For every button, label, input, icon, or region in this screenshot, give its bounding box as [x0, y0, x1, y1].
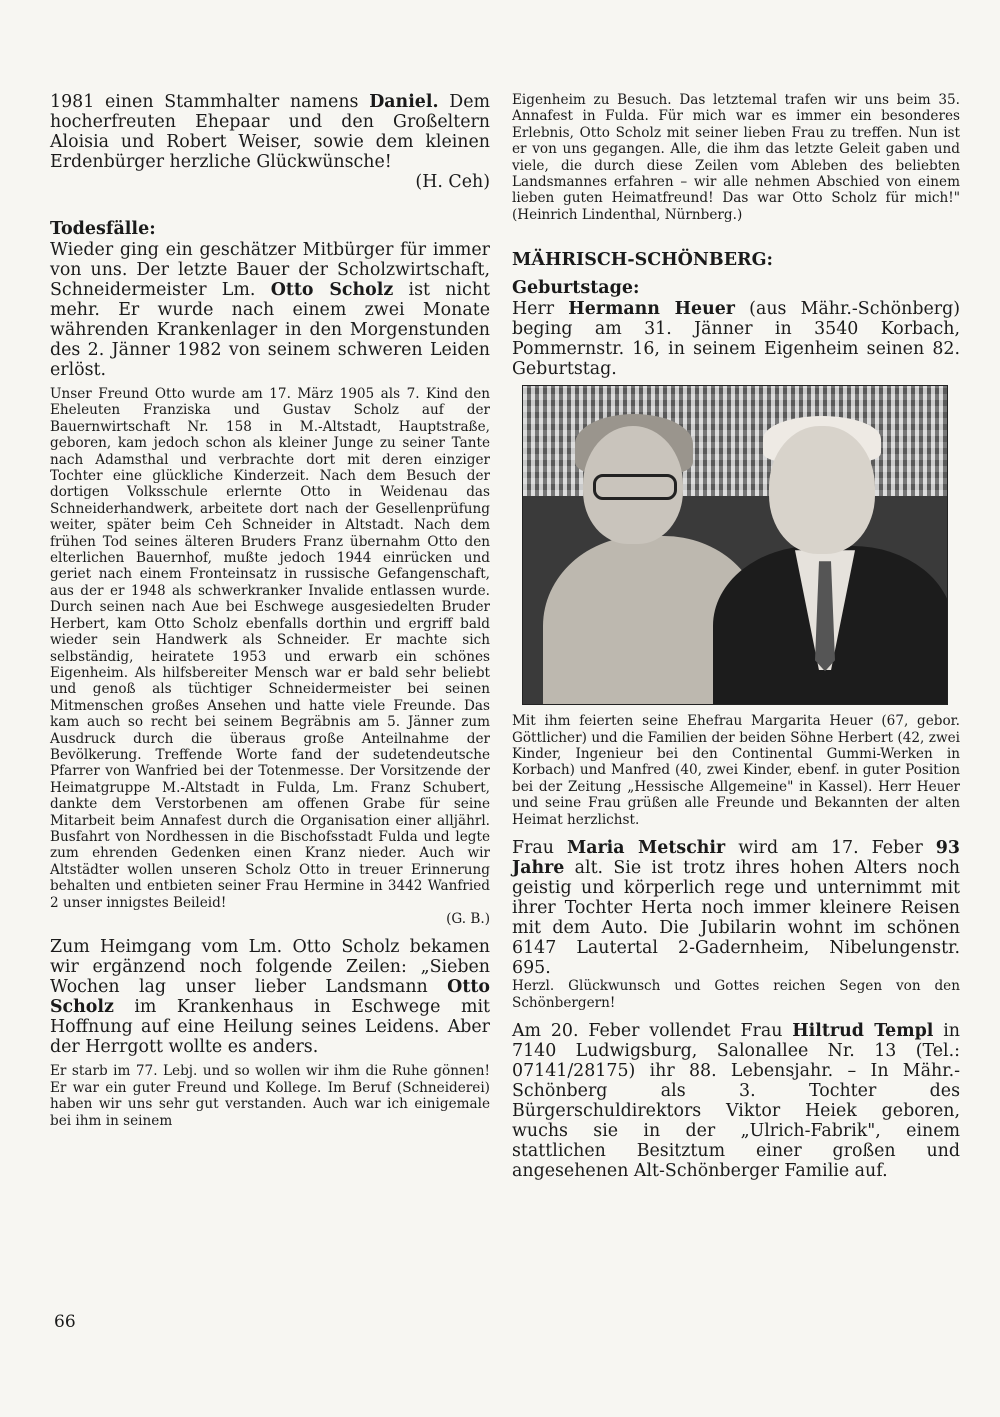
letter-continuation: Eigenheim zu Besuch. Das letztemal trafen wir uns beim 35. Annafest in Fulda. Für mich war es immer ein besonderes Erlebnis, Otto Scholz mit seiner lieben Frau zu treffen. Nun ist er von uns gegangen. Alle, die ihm das letzte Geleit gaben und viele, die durch diese Zeilen vom Ableben des beliebten Landsmannes erfahren – wir alle nehmen Abschied von einem lieben guten Heimatfreund! Das war Otto Scholz für mich!" (Heinrich Lindenthal, Nürnberg.) — [512, 92, 960, 223]
left-column — [50, 92, 490, 1129]
page-number: 66 — [54, 1312, 76, 1332]
text: ist nicht mehr. Er wurde nach einem zwei Monate währenden Krankenlager in den Morgenstunden des 2. Jänner 1982 von seinem schweren Leiden erlöst. — [50, 280, 490, 380]
name-hiltrud-templ: Hiltrud Templ — [792, 1020, 934, 1041]
text: wird am 17. Feber — [725, 838, 936, 859]
metschir-greeting: Herzl. Glückwunsch und Gottes reichen Segen von den Schönbergern! — [512, 978, 960, 1011]
text: (aus Mähr.-Schönberg) beging am 31. Jänner in 3540 Korbach, Pommernstr. 16, in seinem Eigenheim seinen 82. Geburtstag. — [512, 299, 960, 380]
age-93: 93 Jahre — [512, 838, 960, 879]
text: Herr — [512, 299, 569, 320]
text: alt. Sie ist trotz ihres hohen Alters noch geistig und körperlich rege und unternimmt mit ihrer Tochter Herta noch immer kleinere Reisen mit dem Auto. Die Jubilarin wohnt im schönen 6147 Lautertal 2-Gadernheim, Nibelungenstr. 695. — [512, 858, 960, 979]
text: Dem hocherfreuten Ehepaar und den Großeltern Aloisia und Robert Weiser, sowie dem kleinen Erdenbürger herzliche Glückwünsche! — [50, 92, 490, 172]
text: 1981 einen Stammhalter namens — [50, 92, 370, 112]
death-notice — [50, 240, 490, 380]
text: Wieder ging ein geschätzer Mitbürger für immer von uns. Der letzte Bauer der Scholzwirtschaft, Schneidermeister Lm. — [50, 240, 490, 300]
birthday-heuer — [512, 299, 960, 379]
biography — [50, 386, 490, 927]
text: Unser Freund Otto wurde am 17. März 1905 als 7. Kind den Eheleuten Franziska und Gustav Scholz auf der Bauernwirtschaft Nr. 158 in M.-Altstadt, Hauptstraße, geboren, kam jedoch schon als kleiner Junge zu seiner Tante nach Adamsthal und verbrachte dort mit deren einziger Tochter eine glückliche Kinderzeit. Nach dem Besuch der dortigen Volksschule erlernte Otto in Weidenau das Schneiderhandwerk, arbeitete dort nach der Gesellenprüfung weiter, später beim Ceh Schneider in Altstadt. Nach dem frühen Tod seines älteren Bruders Franz übernahm Otto den elterlichen Bauernhof, mußte jedoch 1944 einrücken und geriet nach einem Fronteinsatz in russische Gefangenschaft, aus der er 1948 als schwerkranker Invalide entlassen wurde. Durch seinen nach Aue bei Eschwege ausgesiedelten Bruder Herbert, kam Otto Scholz ebenfalls dorthin und ergriff bald wieder sein Handwerk als Schneider. Er machte sich selbständig, heiratete 1953 und erwarb ein schönes Eigenheim. Als hilfsbereiter Mensch war er bald sehr beliebt und genoß als tüchtiger Schneidermeister bei seinen Mitmenschen großes Ansehen und hatte viele Freunde. Das kam auch so recht bei seinem Begräbnis am 5. Jänner zum Ausdruck durch die überaus große Anteilnahme der Bevölkerung. Treffende Worte fand der sudetendeutsche Pfarrer von Wanfried bei der Totenmesse. Der Vorsitzende der Heimatgruppe M.-Altstadt in Fulda, Lm. Franz Schubert, dankte dem Verstorbenen am offenen Grabe für seine Mitarbeit beim Annafest durch die Organisation einer alljährl. Busfahrt von Nordhessen in die Bischofsstadt Fulda und legte zum ehrenden Gedenken einen Kranz nieder. Auch wir Altstädter wollen unseren Scholz Otto in treuer Erinnerung behalten und entbieten seiner Frau Hermine in 3442 Wanfried 2 unser innigstes Beileid! — [50, 386, 490, 911]
couple-photo — [522, 385, 948, 705]
heading-todesfaelle: Todesfälle: — [50, 219, 156, 239]
heading-region: MÄHRISCH-SCHÖNBERG: — [512, 250, 773, 271]
text: in 7140 Ludwigsburg, Salonallee Nr. 13 (Tel.: 07141/28175) ihr 88. Lebensjahr. – In Mähr.-Schönberg als 3. Tochter des Bürgerschuldirektors Viktor Heiek geboren, wuchs sie in der „Ulrich-Fabrik", einem stattlichen Besitztum einer großen und angesehenen Alt-Schönberger Familie auf. — [512, 1020, 961, 1181]
heimgang-letter — [50, 937, 490, 1057]
heimgang-letter-continued: Er starb im 77. Lebj. und so wollen wir ihm die Ruhe gönnen! Er war ein guter Freund und Kollege. Im Beruf (Schneiderei) haben wir uns sehr gut verstanden. Auch war ich einigemale bei ihm in seinem — [50, 1063, 490, 1129]
name-otto-scholz: Otto Scholz — [270, 280, 394, 300]
heading-geburtstage: Geburtstage: — [512, 278, 640, 299]
name-otto-scholz: Otto Scholz — [50, 977, 490, 1018]
name-daniel: Daniel. — [369, 92, 439, 112]
text: Zum Heimgang vom Lm. Otto Scholz bekamen wir ergänzend noch folgende Zeilen: „Sieben Wochen lag unser lieber Landsmann — [50, 937, 490, 998]
name-hermann-heuer: Hermann Heuer — [568, 299, 735, 320]
text: Am 20. Feber vollendet Frau — [512, 1020, 793, 1041]
signature-gb: (G. B.) — [446, 911, 490, 927]
birthday-metschir — [512, 838, 960, 978]
name-maria-metschir: Maria Metschir — [566, 838, 726, 859]
right-column — [512, 92, 960, 1181]
text: im Krankenhaus in Eschwege mit Hoffnung auf eine Heilung seines Leidens. Aber der Herrgott wollte es anders. — [50, 997, 490, 1058]
text: Frau — [512, 838, 567, 859]
photo-caption: Mit ihm feierten seine Ehefrau Margarita Heuer (67, gebor. Göttlicher) und die Familien der beiden Söhne Herbert (42, zwei Kinder, Ingenieur bei den Continental Gummi-Werken in Korbach) und Manfred (40, zwei Kinder, ebenf. in guter Position bei der Zeitung „Hessische Allgemeine" in Kassel). Herr Heuer und seine Frau grüßen alle Freunde und Bekannten der alten Heimat herzlichst. — [512, 713, 960, 828]
signature-ceh: (H. Ceh) — [415, 172, 490, 192]
birthday-templ — [512, 1021, 960, 1181]
birth-announcement — [50, 92, 490, 192]
